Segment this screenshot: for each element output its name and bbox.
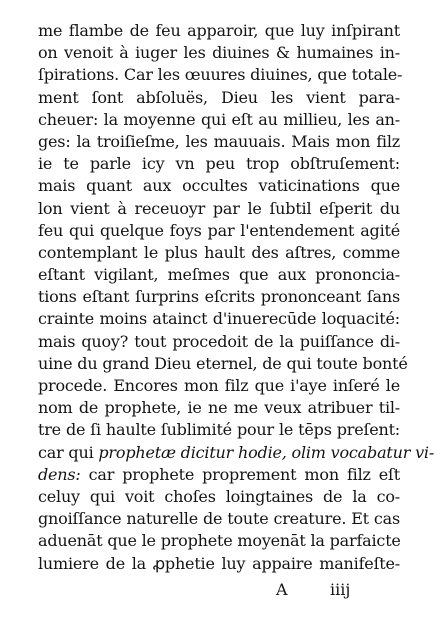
text-line-13: tions eſtant ſurprins eſcrits prononceant ſans (38, 287, 400, 307)
signature-letter: A (276, 580, 288, 599)
latin-quote-part-1: prophetæ dicitur hodie, olim vocabatur vi- (98, 442, 435, 462)
text-line-11: contemplant le plus hault des aſtres, comme (38, 242, 400, 262)
text-line-1: me flambe de feu apparoir, que luy inſpirant (38, 21, 400, 40)
signature-mark (262, 578, 402, 602)
text-line-6: ges: la troiſieſme, les mauuais. Mais mon filz (38, 131, 400, 151)
text-line-7: ie te parle icy vn peu trop obſtruſement: (38, 154, 400, 174)
text-line-5: cheuer: la moyenne qui eſt au millieu, les an- (38, 109, 400, 129)
body-text (38, 20, 435, 575)
text-line-3: ſpirations. Car les œuures diuines, que totale- (38, 65, 403, 85)
text-line-20 (38, 442, 435, 464)
text-line-10: feu qui quelque foys par l'entendement agité (38, 220, 400, 240)
signature-number: iiij (330, 580, 351, 599)
text-line-22: celuy qui voit choſes loingtaines de la co- (38, 486, 400, 506)
text-line-2: on venoit à iuger les diuines & humaines in- (38, 43, 400, 63)
text-line-14: crainte moins atainct d'inuerecūde loquacité: (38, 309, 400, 329)
text-line-20-roman: car qui (38, 442, 94, 462)
text-line-4: ment ſont abſoluës, Dieu les vient para- (38, 87, 400, 107)
text-line-12: eſtant vigilant, meſmes que aux prononcia- (38, 265, 400, 285)
text-line-23: gnoiſſance naturelle de toute creature. Et cas (38, 509, 400, 529)
text-line-16: uine du grand Dieu eternel, de qui toute bonté (38, 353, 408, 373)
text-line-24: aduenāt que le prophete moyenāt la parfaicte (38, 531, 401, 551)
latin-quote-part-2: dens: (38, 464, 81, 484)
text-line-25: lumiere de la ꝓphetie luy appaire manifeſte- (38, 553, 400, 573)
text-line-8: mais quant aux occultes vaticinations que (38, 176, 400, 196)
text-line-18: nom de prophete, ie ne me veux atribuer til- (38, 398, 400, 418)
text-line-21 (38, 464, 400, 486)
text-line-15: mais quoy? tout procedoit de la puiſſance di- (38, 331, 400, 351)
text-line-17: procede. Encores mon filz que i'aye inſeré le (38, 376, 400, 395)
text-line-19: tre de ſi haulte ſublimité pour le tēps preſent: (38, 420, 400, 440)
text-line-21-roman: car prophete proprement mon filz eſt (88, 464, 401, 484)
text-line-9: lon vient à receuoyr par le ſubtil eſperit du (38, 198, 400, 218)
